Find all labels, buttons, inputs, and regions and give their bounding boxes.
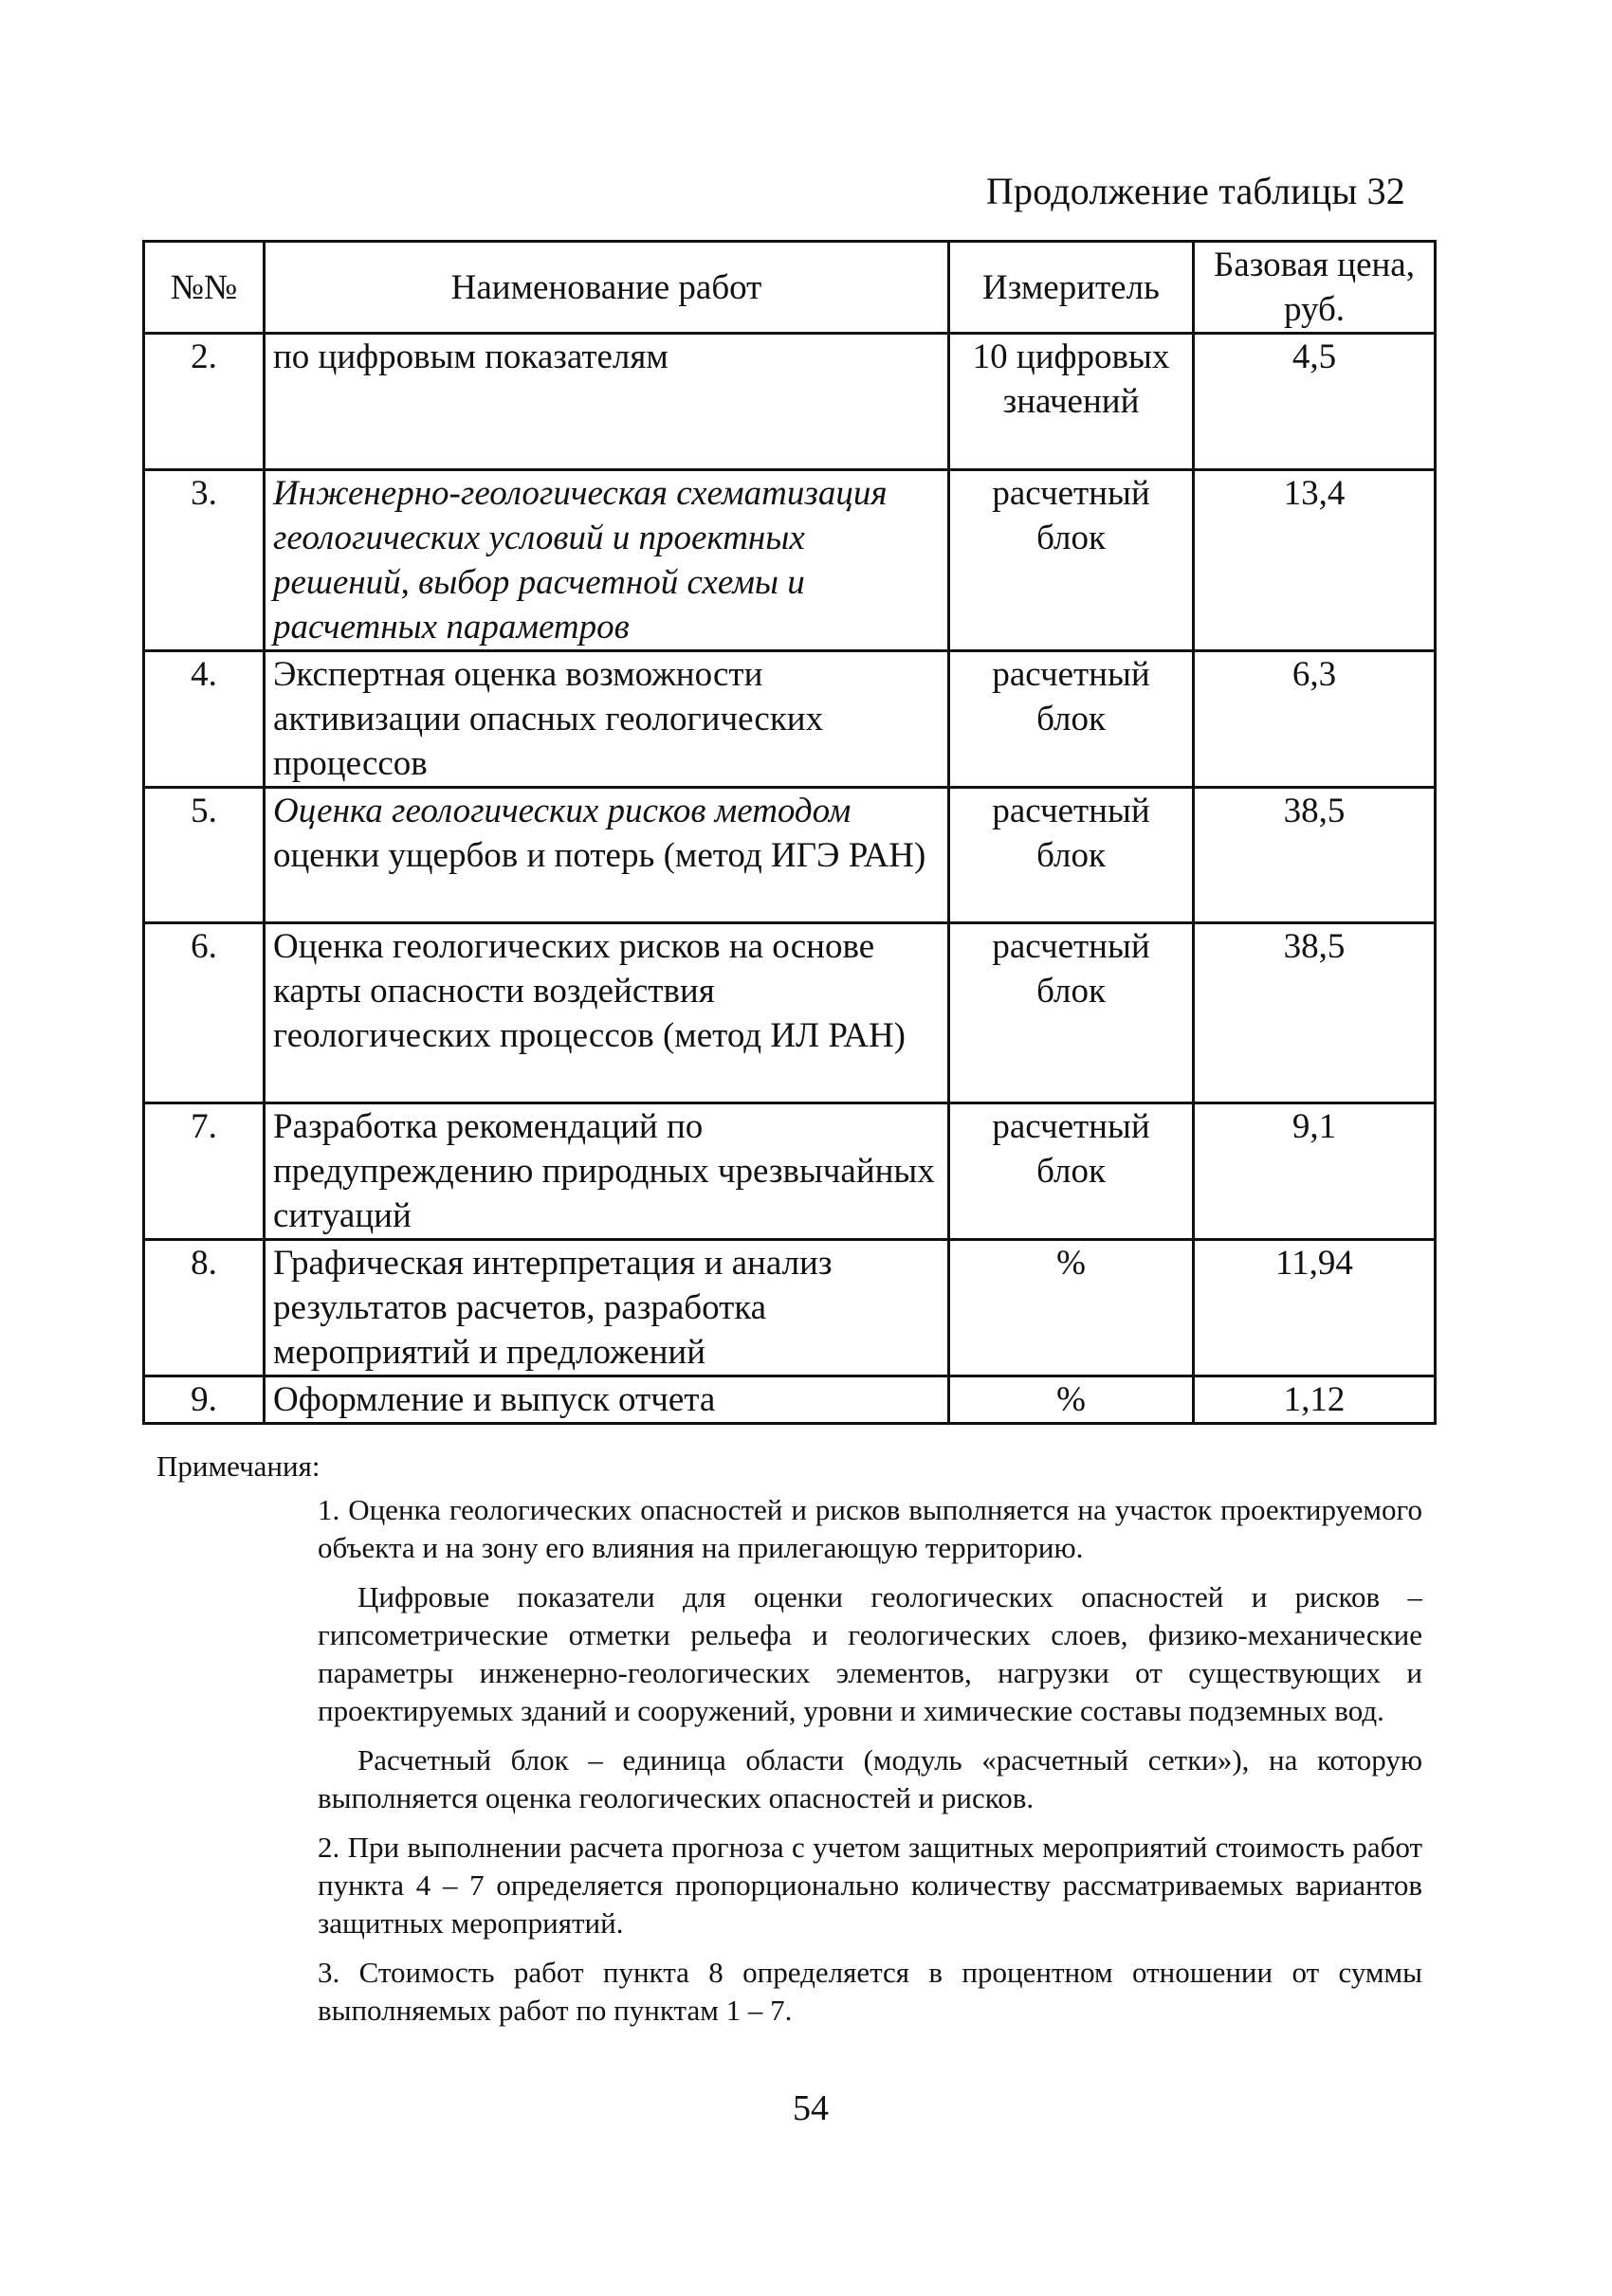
table-row: [144, 923, 1436, 1103]
row-unit: %: [949, 1376, 1194, 1424]
row-num: 9.: [144, 1376, 265, 1424]
table-row: [144, 470, 1436, 651]
row-unit: расчетный блок: [949, 651, 1194, 788]
row-name: по цифровым показателям: [265, 334, 949, 470]
row-price: 38,5: [1194, 788, 1436, 923]
row-num: 5.: [144, 788, 265, 923]
row-num: 7.: [144, 1103, 265, 1240]
row-name: Разработка рекомендаций по предупреждению природных чрезвычайных ситуаций: [265, 1103, 949, 1240]
row-unit: расчетный блок: [949, 1103, 1194, 1240]
note-paragraph: 3. Стоимость работ пункта 8 определяется в процентном отношении от суммы выполняемых работ по пунктам 1 – 7.: [318, 1956, 1422, 2027]
row-unit: %: [949, 1240, 1194, 1376]
row-price: 38,5: [1194, 923, 1436, 1103]
header-num: №№: [144, 242, 265, 334]
row-unit: расчетный блок: [949, 923, 1194, 1103]
row-num: 6.: [144, 923, 265, 1103]
row-unit: расчетный блок: [949, 788, 1194, 923]
table-row: [144, 788, 1436, 923]
row-unit: 10 цифровых значений: [949, 334, 1194, 470]
table-row: [144, 334, 1436, 470]
header-unit: Измеритель: [949, 242, 1194, 334]
page-number: 54: [793, 2088, 829, 2128]
row-price: 11,94: [1194, 1240, 1436, 1376]
note-paragraph: Цифровые показатели для оценки геологических опасностей и рисков – гипсометрические отметки рельефа и геологических слоев, физико-механические параметры инженерно-геологических элементов, нагрузки от существующих и проектируемых зданий и сооружений, уровни и химические составы подземных вод.: [318, 1580, 1422, 1727]
row-name: Оценка геологических рисков на основе карты опасности воздействия геологических процессов (метод ИЛ РАН): [265, 923, 949, 1103]
table-row: [144, 1240, 1436, 1376]
row-price: 9,1: [1194, 1103, 1436, 1240]
row-name-italic: Оценка геологических рисков методом: [273, 792, 852, 830]
notes-section: [156, 1448, 1422, 2041]
row-name: Графическая интерпретация и анализ результатов расчетов, разработка мероприятий и предложений: [265, 1240, 949, 1376]
row-price: 4,5: [1194, 334, 1436, 470]
row-num: 2.: [144, 334, 265, 470]
row-num: 3.: [144, 470, 265, 651]
row-price: 6,3: [1194, 651, 1436, 788]
row-name: Экспертная оценка возможности активизации опасных геологических процессов: [265, 651, 949, 788]
table-row: [144, 1103, 1436, 1240]
table-row: [144, 1376, 1436, 1424]
row-name: [265, 788, 949, 923]
table-row: [144, 651, 1436, 788]
price-table: [142, 240, 1437, 1425]
row-name: Оформление и выпуск отчета: [265, 1376, 949, 1424]
table-caption: Продолжение таблицы 32: [985, 170, 1405, 212]
row-price: 13,4: [1194, 470, 1436, 651]
header-price: Базовая цена, руб.: [1194, 242, 1436, 334]
row-num: 4.: [144, 651, 265, 788]
row-price: 1,12: [1194, 1376, 1436, 1424]
note-paragraph: 1. Оценка геологических опасностей и рисков выполняется на участок проектируемого объекта и на зону его влияния на прилегающую территорию.: [318, 1493, 1422, 1564]
note-paragraph: 2. При выполнении расчета прогноза с учетом защитных мероприятий стоимость работ пункта 4 – 7 определяется пропорционально количеству рассматриваемых вариантов защитных мероприятий.: [318, 1831, 1422, 1940]
row-num: 8.: [144, 1240, 265, 1376]
notes-title: Примечания:: [156, 1449, 321, 1483]
table-header-row: [144, 242, 1436, 334]
row-name: Инженерно-геологическая схематизация геологических условий и проектных решений, выбор расчетной схемы и расчетных параметров: [265, 470, 949, 651]
note-paragraph: Расчетный блок – единица области (модуль «расчетный сетки»), на которую выполняется оценка геологических опасностей и рисков.: [318, 1743, 1422, 1814]
row-unit: расчетный блок: [949, 470, 1194, 651]
header-name: Наименование работ: [265, 242, 949, 334]
row-name-rest: оценки ущербов и потерь (метод ИГЭ РАН): [273, 836, 926, 875]
